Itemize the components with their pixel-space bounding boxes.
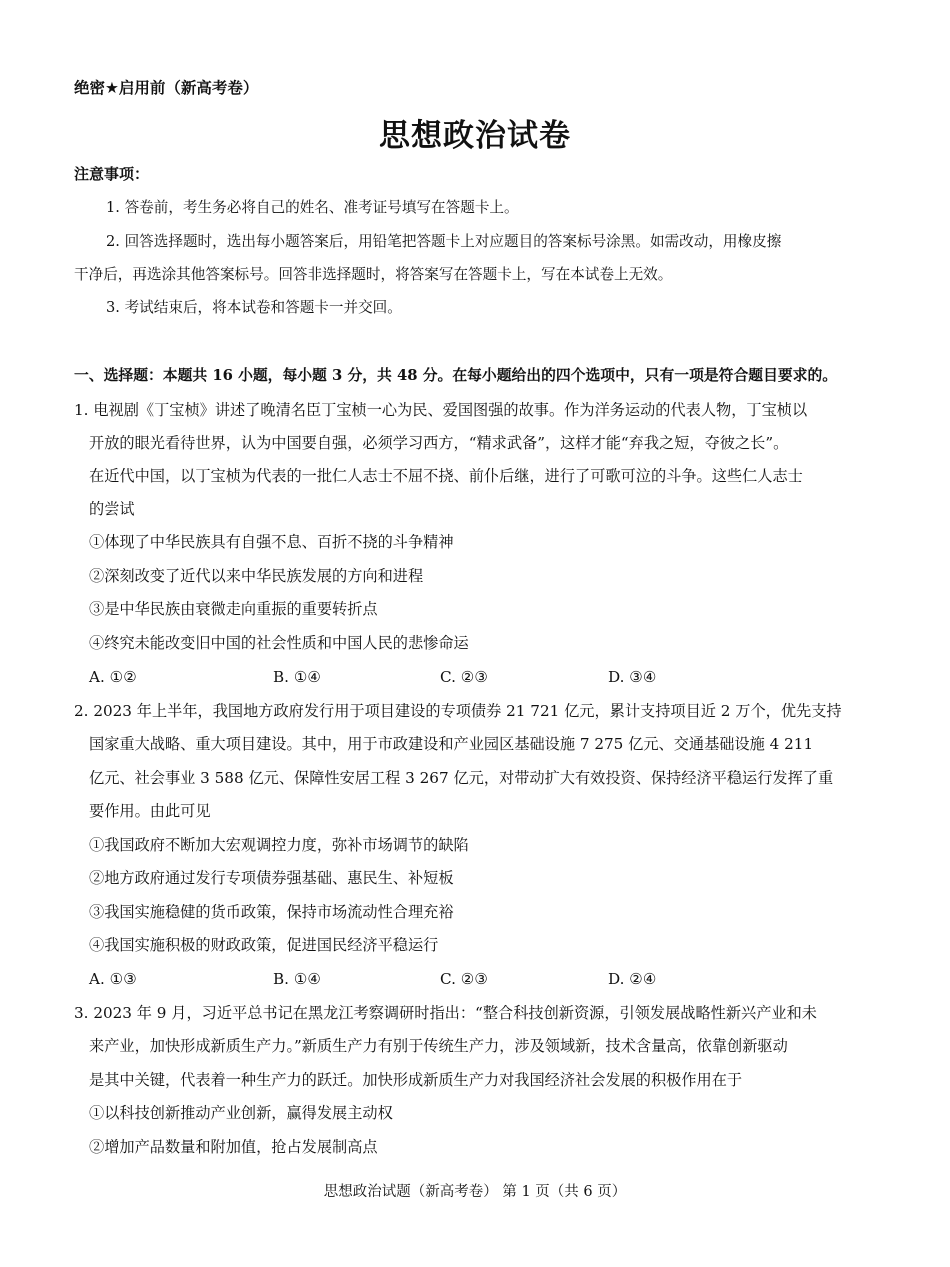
question-2-statement: ③我国实施稳健的货币政策，保持市场流动性合理充裕 (89, 903, 454, 921)
question-1-option-b[interactable]: B. ①④ (273, 668, 322, 686)
question-1-stem: 的尝试 (89, 500, 135, 518)
page-title: 思想政治试卷 (379, 118, 571, 154)
note-line: 2. 回答选择题时，选出每小题答案后，用铅笔把答题卡上对应题目的答案标号涂黑。如需改动，用橡皮擦 (106, 233, 782, 250)
note-line: 1. 答卷前，考生务必将自己的姓名、准考证号填写在答题卡上。 (106, 199, 519, 216)
question-1-stem: 在近代中国，以丁宝桢为代表的一批仁人志士不屈不挠、前仆后继，进行了可歌可泣的斗争。这些仁人志士 (89, 467, 803, 485)
question-3-stem: 是其中关键，代表着一种生产力的跃迁。加快形成新质生产力对我国经济社会发展的积极作用在于 (89, 1071, 743, 1089)
question-2-stem: 2. 2023 年上半年，我国地方政府发行用于项目建设的专项债券 21 721 亿元，累计支持项目近 2 万个，优先支持 (74, 702, 842, 720)
question-1-stem: 开放的眼光看待世界，认为中国要自强，必须学习西方，“精求武备”，这样才能“弃我之短，夺彼之长”。 (89, 434, 789, 452)
question-3-stem: 来产业，加快形成新质生产力。”新质生产力有别于传统生产力，涉及领域新，技术含量高，依靠创新驱动 (89, 1037, 788, 1055)
note-line: 干净后，再选涂其他答案标号。回答非选择题时，将答案写在答题卡上，写在本试卷上无效。 (74, 266, 673, 283)
question-1-statement: ①体现了中华民族具有自强不息、百折不挠的斗争精神 (89, 533, 454, 551)
page-footer: 思想政治试题（新高考卷） 第 1 页（共 6 页） (323, 1184, 627, 1200)
question-2-option-b[interactable]: B. ①④ (273, 970, 322, 988)
notes-heading: 注意事项： (74, 165, 150, 183)
question-2-stem: 要作用。由此可见 (89, 802, 211, 820)
question-2-option-c[interactable]: C. ②③ (440, 970, 488, 988)
section-heading: 一、选择题：本题共 16 小题，每小题 3 分，共 48 分。在每小题给出的四个选项中，只有一项是符合题目要求的。 (74, 367, 838, 384)
question-1-stem: 1. 电视剧《丁宝桢》讲述了晚清名臣丁宝桢一心为民、爱国图强的故事。作为洋务运动的代表人物，丁宝桢以 (74, 401, 808, 419)
question-2-option-a[interactable]: A. ①③ (89, 970, 137, 988)
note-line: 3. 考试结束后，将本试卷和答题卡一并交回。 (106, 299, 402, 316)
question-3-statement: ②增加产品数量和附加值，抢占发展制高点 (89, 1138, 378, 1156)
question-2-statement: ①我国政府不断加大宏观调控力度，弥补市场调节的缺陷 (89, 836, 469, 854)
question-3-statement: ①以科技创新推动产业创新，赢得发展主动权 (89, 1104, 393, 1122)
question-1-statement: ③是中华民族由衰微走向重振的重要转折点 (89, 600, 378, 618)
question-1-option-d[interactable]: D. ③④ (608, 668, 657, 686)
question-2-statement: ②地方政府通过发行专项债券强基础、惠民生、补短板 (89, 869, 454, 887)
question-1-option-c[interactable]: C. ②③ (440, 668, 488, 686)
question-2-option-d[interactable]: D. ②④ (608, 970, 657, 988)
question-1-statement: ②深刻改变了近代以来中华民族发展的方向和进程 (89, 567, 424, 585)
question-2-stem: 亿元、社会事业 3 588 亿元、保障性安居工程 3 267 亿元，对带动扩大有效投资、保持经济平稳运行发挥了重 (89, 769, 834, 787)
question-1-option-a[interactable]: A. ①② (89, 668, 137, 686)
question-2-stem: 国家重大战略、重大项目建设。其中，用于市政建设和产业园区基础设施 7 275 亿元、交通基础设施 4 211 (89, 735, 814, 753)
question-3-stem: 3. 2023 年 9 月，习近平总书记在黑龙江考察调研时指出：“整合科技创新资源，引领发展战略性新兴产业和未 (74, 1004, 817, 1022)
question-1-statement: ④终究未能改变旧中国的社会性质和中国人民的悲惨命运 (89, 634, 469, 652)
question-2-statement: ④我国实施积极的财政政策，促进国民经济平稳运行 (89, 936, 439, 954)
confidential-label: 绝密★启用前（新高考卷） (74, 79, 259, 97)
